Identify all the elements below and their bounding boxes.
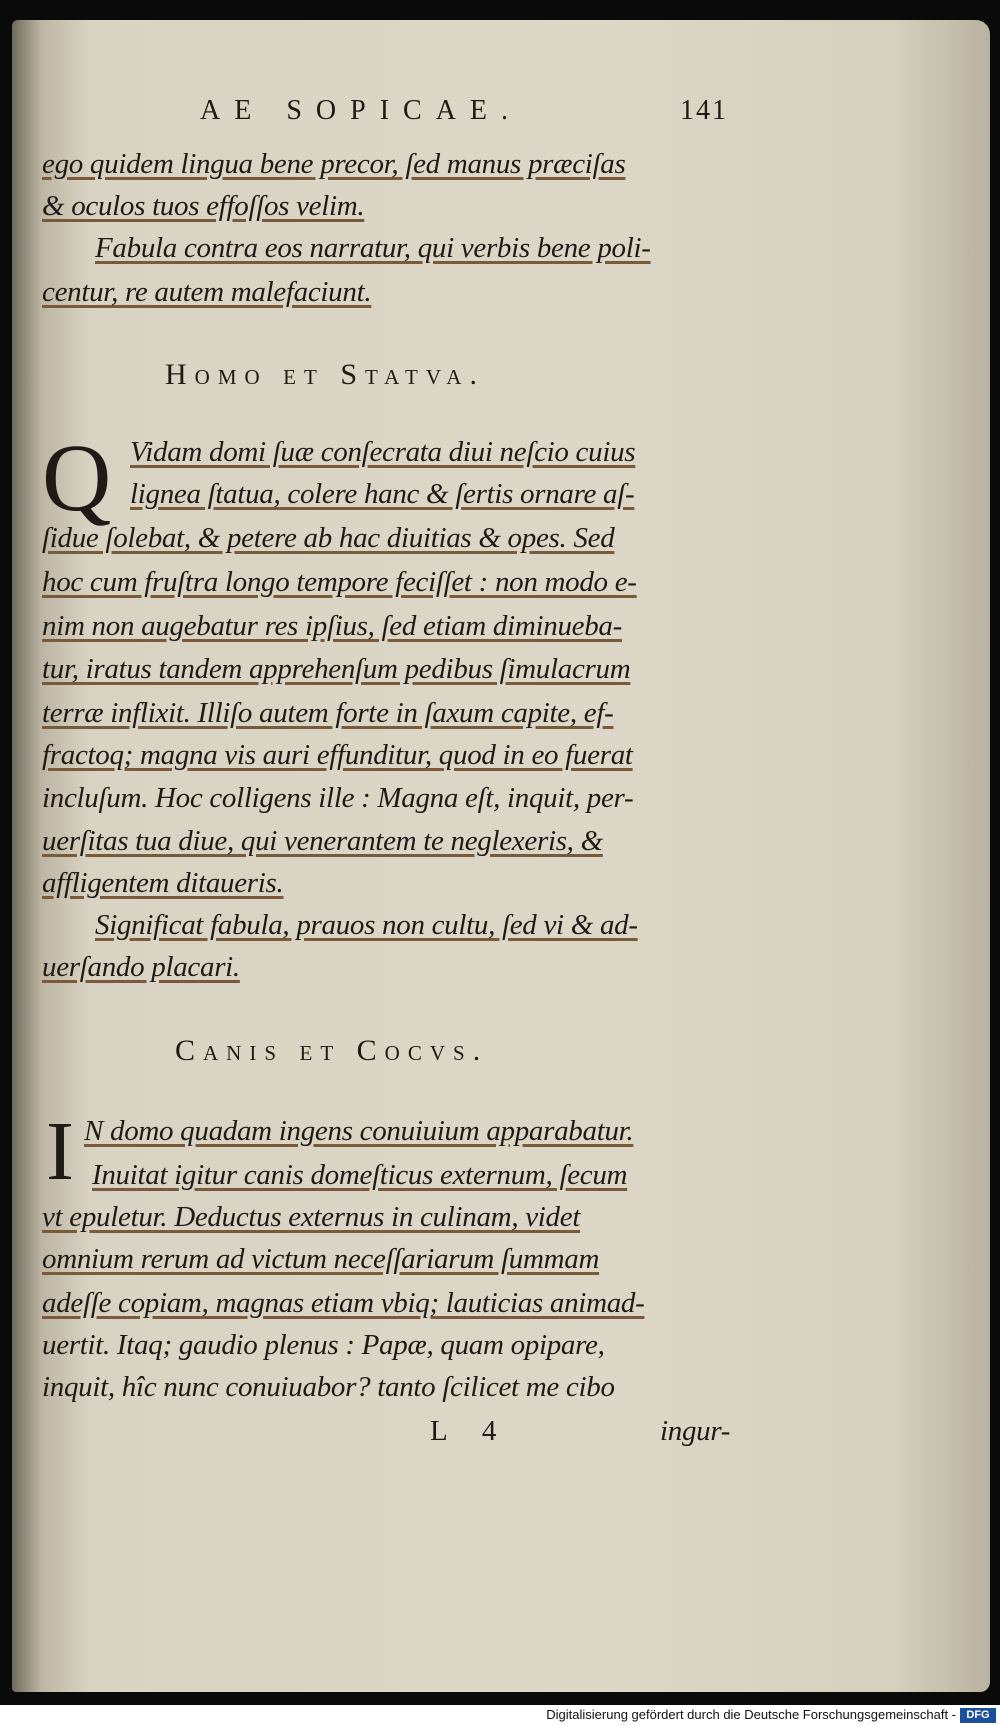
text-line: inquit, hîc nunc conuiuabor? tanto ſcilicet me cibo bbox=[42, 1371, 615, 1403]
signature-mark: L 4 bbox=[430, 1415, 511, 1447]
text-line: nim non augebatur res ipſius, ſed etiam diminueba- bbox=[42, 610, 622, 642]
text-line: Fabula contra eos narratur, qui verbis bene poli- bbox=[95, 232, 651, 264]
text-line: terræ inflixit. Illiſo autem forte in ſaxum capite, ef- bbox=[42, 697, 614, 729]
text-line: tur, iratus tandem apprehenſum pedibus ſimulacrum bbox=[42, 653, 631, 685]
text-line: Inuitat igitur canis domeſticus externum, ſecum bbox=[92, 1159, 628, 1191]
text-line: incluſum. Hoc colligens ille : Magna eſt, inquit, per- bbox=[42, 782, 634, 814]
fable-title: Canis et Cocvs. bbox=[175, 1034, 489, 1067]
page-number: 141 bbox=[680, 95, 728, 126]
text-line: affligentem ditaueris. bbox=[42, 867, 284, 899]
text-line: vt epuletur. Deductus externus in culinam, videt bbox=[42, 1201, 581, 1233]
text-line: Significat fabula, prauos non cultu, ſed vi & ad- bbox=[95, 909, 638, 941]
text-line: & oculos tuos effoſſos velim. bbox=[42, 190, 365, 222]
dfg-logo: DFG bbox=[960, 1708, 996, 1723]
text-line: hoc cum fruſtra longo tempore feciſſet : non modo e- bbox=[42, 566, 637, 598]
text-line: uerſando placari. bbox=[42, 951, 240, 983]
text-line: uertit. Itaq; gaudio plenus : Papæ, quam opipare, bbox=[42, 1329, 605, 1361]
drop-cap: I bbox=[46, 1105, 74, 1198]
text-line: Vidam domi ſuæ conſecrata diui neſcio cuius bbox=[130, 436, 636, 468]
text-line: lignea ſtatua, colere hanc & ſertis ornare aſ- bbox=[130, 478, 635, 510]
funding-credit: Digitalisierung gefördert durch die Deutsche Forschungsgemeinschaft - bbox=[546, 1707, 956, 1722]
text-line: fractoq; magna vis auri effunditur, quod in eo fuerat bbox=[42, 739, 633, 771]
text-line: adeſſe copiam, magnas etiam vbiq; lauticias animad- bbox=[42, 1287, 645, 1319]
text-line: centur, re autem malefaciunt. bbox=[42, 276, 372, 308]
text-line: ſidue ſolebat, & petere ab hac diuitias & opes. Sed bbox=[42, 522, 615, 554]
text-line: omnium rerum ad victum neceſſariarum ſummam bbox=[42, 1243, 600, 1275]
drop-cap: Q bbox=[42, 424, 112, 531]
text-line: N domo quadam ingens conuiuium apparabatur. bbox=[84, 1115, 634, 1147]
running-title: AE SOPICAE. bbox=[200, 95, 523, 126]
fable-title: Homo et Statva. bbox=[165, 358, 485, 391]
footer-bar bbox=[0, 1705, 1000, 1726]
catchword: ingur- bbox=[660, 1415, 731, 1447]
text-line: uerſitas tua diue, qui venerantem te neglexeris, & bbox=[42, 825, 603, 857]
text-line: ego quidem lingua bene precor, ſed manus præciſas bbox=[42, 148, 626, 180]
